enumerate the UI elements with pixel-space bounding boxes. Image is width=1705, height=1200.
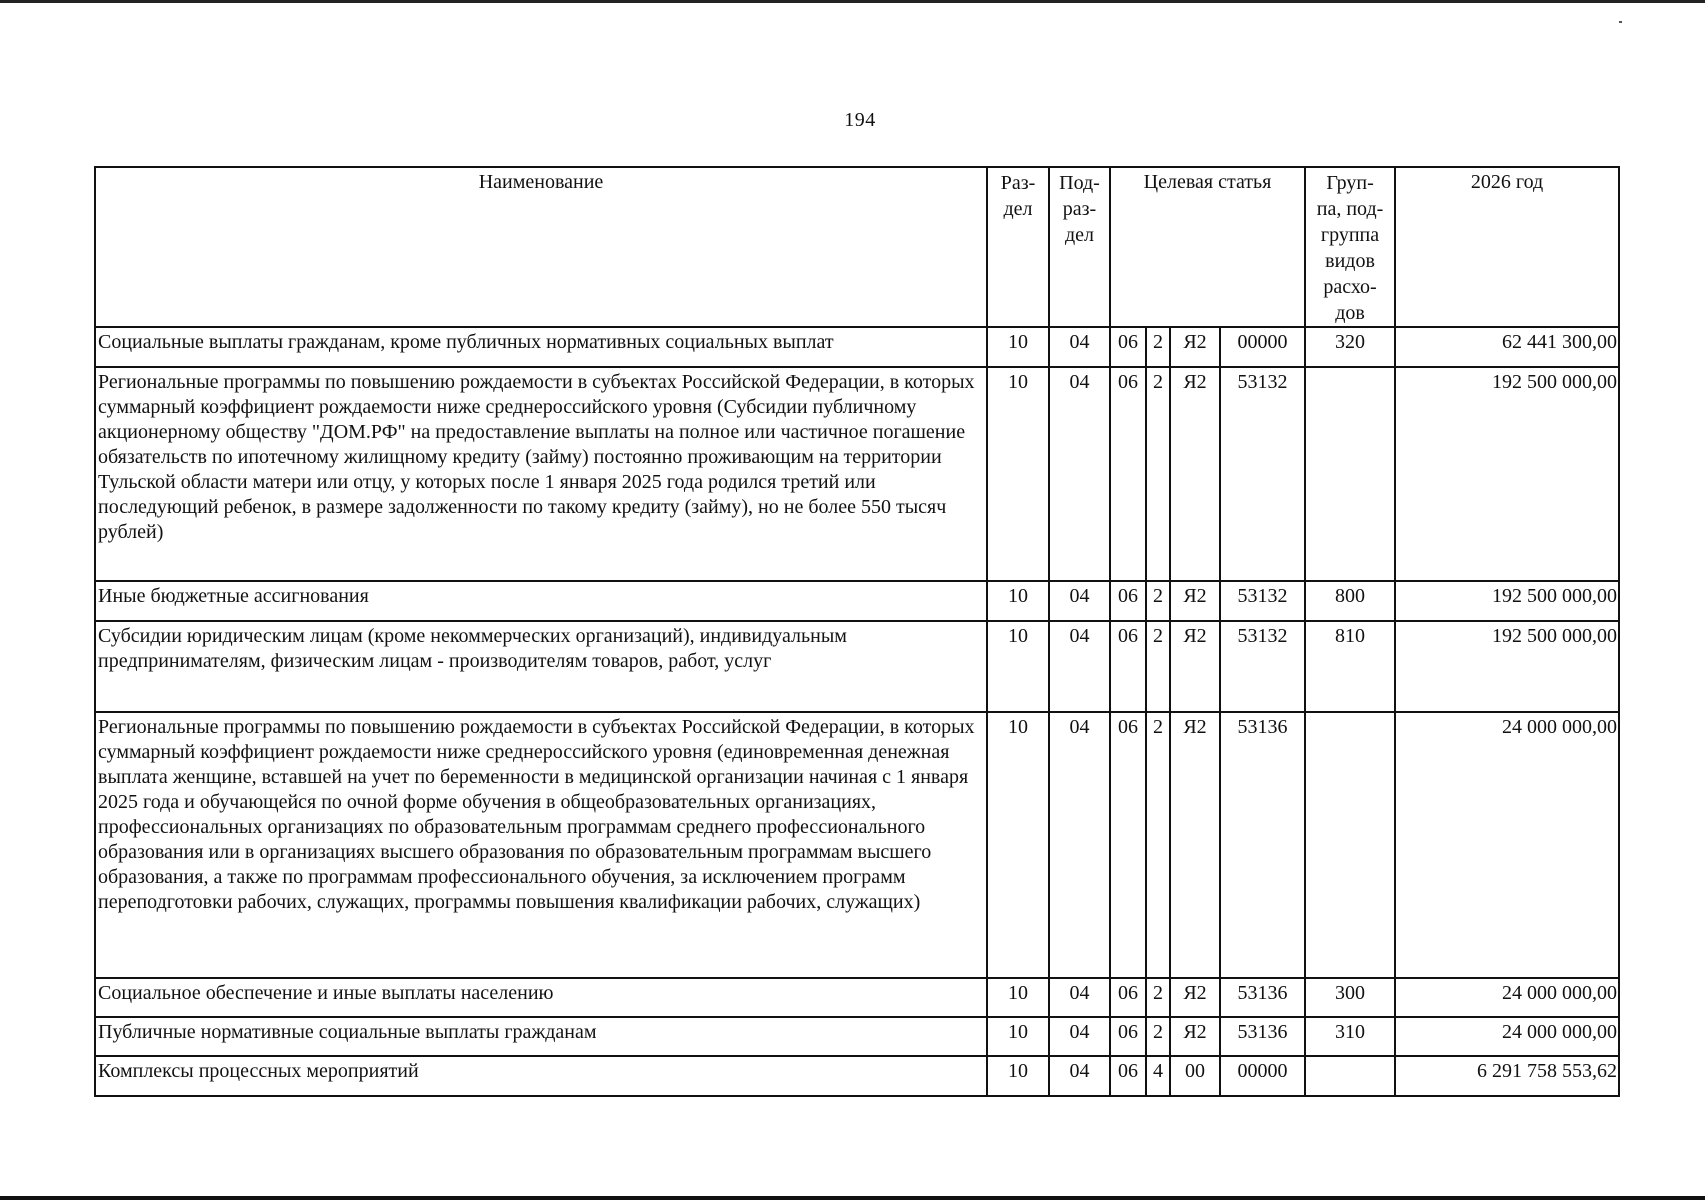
row-celevaya-code: 53132 [1220, 367, 1305, 581]
row-razdel: 10 [987, 1017, 1049, 1056]
table-row [95, 581, 1619, 621]
row-amount-2026: 192 500 000,00 [1395, 621, 1619, 712]
scan-edge-top [0, 0, 1705, 3]
row-podrazdel: 04 [1049, 1017, 1110, 1056]
row-celevaya-direction: Я2 [1170, 621, 1220, 712]
row-amount-2026: 24 000 000,00 [1395, 1017, 1619, 1056]
row-name: Иные бюджетные ассигнования [95, 581, 987, 621]
row-vid-rashodov [1305, 712, 1395, 978]
row-celevaya-type: 2 [1146, 1017, 1170, 1056]
row-podrazdel: 04 [1049, 621, 1110, 712]
row-podrazdel: 04 [1049, 367, 1110, 581]
row-celevaya-code: 53132 [1220, 581, 1305, 621]
row-celevaya-program: 06 [1110, 367, 1146, 581]
row-celevaya-code: 53136 [1220, 1017, 1305, 1056]
row-celevaya-program: 06 [1110, 978, 1146, 1017]
header-celevaya-statya: Целевая статья [1110, 167, 1305, 327]
row-amount-2026: 62 441 300,00 [1395, 327, 1619, 367]
row-vid-rashodov [1305, 367, 1395, 581]
row-celevaya-program: 06 [1110, 1056, 1146, 1096]
row-razdel: 10 [987, 621, 1049, 712]
row-celevaya-direction: Я2 [1170, 327, 1220, 367]
row-celevaya-direction: Я2 [1170, 712, 1220, 978]
row-celevaya-direction: Я2 [1170, 367, 1220, 581]
row-razdel: 10 [987, 581, 1049, 621]
row-celevaya-type: 2 [1146, 712, 1170, 978]
row-amount-2026: 192 500 000,00 [1395, 581, 1619, 621]
row-celevaya-program: 06 [1110, 712, 1146, 978]
row-celevaya-type: 2 [1146, 327, 1170, 367]
row-name: Публичные нормативные социальные выплаты гражданам [95, 1017, 987, 1056]
row-vid-rashodov: 800 [1305, 581, 1395, 621]
row-name: Субсидии юридическим лицам (кроме некоммерческих организаций), индивидуальным предпринимателям, физическим лицам - производителям товаров, работ, услуг [95, 621, 987, 712]
row-celevaya-code: 00000 [1220, 1056, 1305, 1096]
table-row [95, 712, 1619, 978]
row-razdel: 10 [987, 1056, 1049, 1096]
row-podrazdel: 04 [1049, 978, 1110, 1017]
row-razdel: 10 [987, 327, 1049, 367]
row-amount-2026: 24 000 000,00 [1395, 978, 1619, 1017]
scan-speck [1619, 21, 1622, 23]
row-podrazdel: 04 [1049, 712, 1110, 978]
table-row [95, 1017, 1619, 1056]
row-celevaya-direction: Я2 [1170, 978, 1220, 1017]
row-name: Комплексы процессных мероприятий [95, 1056, 987, 1096]
row-celevaya-code: 53132 [1220, 621, 1305, 712]
row-vid-rashodov: 320 [1305, 327, 1395, 367]
row-celevaya-code: 53136 [1220, 712, 1305, 978]
row-celevaya-direction: 00 [1170, 1056, 1220, 1096]
row-celevaya-type: 4 [1146, 1056, 1170, 1096]
table-header-row [95, 167, 1619, 327]
row-podrazdel: 04 [1049, 1056, 1110, 1096]
row-razdel: 10 [987, 712, 1049, 978]
row-name: Социальные выплаты гражданам, кроме публичных нормативных социальных выплат [95, 327, 987, 367]
row-celevaya-type: 2 [1146, 978, 1170, 1017]
table-row [95, 978, 1619, 1017]
row-vid-rashodov: 300 [1305, 978, 1395, 1017]
row-celevaya-type: 2 [1146, 621, 1170, 712]
row-celevaya-code: 00000 [1220, 327, 1305, 367]
row-podrazdel: 04 [1049, 581, 1110, 621]
row-celevaya-program: 06 [1110, 621, 1146, 712]
row-vid-rashodov [1305, 1056, 1395, 1096]
header-name: Наименование [95, 167, 987, 327]
row-name: Региональные программы по повышению рождаемости в субъектах Российской Федерации, в которых суммарный коэффициент рождаемости ниже среднероссийского уровня (Субсидии публичному акционерному обществу "ДОМ.РФ" на предоставление выплаты на полное или частичное погашение обязательств по ипотечному жилищному кредиту (займу) постоянно проживающим на территории Тульской области матери или отцу, у которых после 1 января 2025 года родился третий или последующий ребенок, в размере задолженности по такому кредиту (займу), но не более 550 тысяч рублей) [95, 367, 987, 581]
header-gruppa-vidov-rashodov: Груп- па, под- группа видов расхо- дов [1305, 167, 1395, 327]
row-amount-2026: 6 291 758 553,62 [1395, 1056, 1619, 1096]
table-row [95, 367, 1619, 581]
row-name: Социальное обеспечение и иные выплаты населению [95, 978, 987, 1017]
row-celevaya-program: 06 [1110, 581, 1146, 621]
row-razdel: 10 [987, 978, 1049, 1017]
row-vid-rashodov: 810 [1305, 621, 1395, 712]
row-celevaya-program: 06 [1110, 1017, 1146, 1056]
row-celevaya-direction: Я2 [1170, 581, 1220, 621]
row-amount-2026: 192 500 000,00 [1395, 367, 1619, 581]
row-celevaya-type: 2 [1146, 367, 1170, 581]
row-vid-rashodov: 310 [1305, 1017, 1395, 1056]
table-row [95, 327, 1619, 367]
header-year: 2026 год [1395, 167, 1619, 327]
header-podrazdel: Под- раз- дел [1049, 167, 1110, 327]
header-razdel: Раз- дел [987, 167, 1049, 327]
row-celevaya-type: 2 [1146, 581, 1170, 621]
row-amount-2026: 24 000 000,00 [1395, 712, 1619, 978]
budget-table [94, 166, 1620, 1097]
row-name: Региональные программы по повышению рождаемости в субъектах Российской Федерации, в которых суммарный коэффициент рождаемости ниже среднероссийского уровня (единовременная денежная выплата женщине, вставшей на учет по беременности в медицинской организации начиная с 1 января 2025 года и обучающейся по очной форме обучения в общеобразовательных организациях, профессиональных организациях по образовательным программам среднего профессионального образования или в организациях высшего образования по образовательным программам высшего образования, а также по программам профессионального обучения, за исключением программ переподготовки рабочих, служащих, программы повышения квалификации рабочих, служащих) [95, 712, 987, 978]
page-number: 194 [844, 109, 876, 131]
row-razdel: 10 [987, 367, 1049, 581]
row-podrazdel: 04 [1049, 327, 1110, 367]
table-row [95, 1056, 1619, 1096]
row-celevaya-code: 53136 [1220, 978, 1305, 1017]
row-celevaya-program: 06 [1110, 327, 1146, 367]
table-row [95, 621, 1619, 712]
scan-edge-bottom [0, 1196, 1705, 1200]
row-celevaya-direction: Я2 [1170, 1017, 1220, 1056]
